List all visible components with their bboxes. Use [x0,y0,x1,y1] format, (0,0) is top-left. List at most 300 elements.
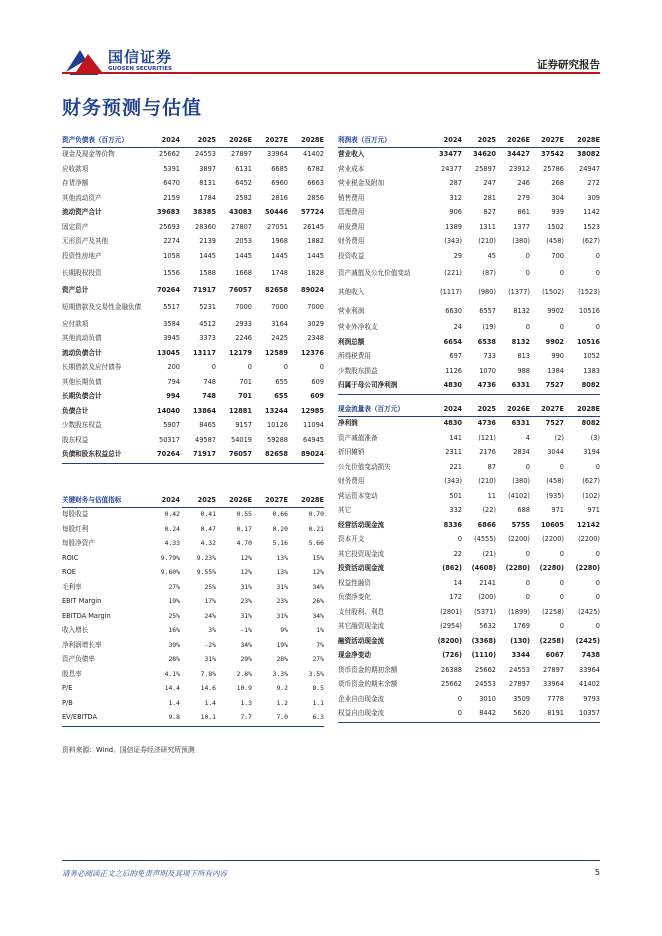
cell-value: 2246 [235,334,252,343]
row-label: 长期股权投资 [62,269,102,278]
row-label: 流动负债合计 [62,348,102,357]
cell-value: 1445 [199,251,216,260]
cell-value: 49587 [195,435,216,444]
cell-value: 172 [449,593,462,602]
cell-value: 34% [312,611,324,620]
table-row [62,682,324,697]
cell-value: 24553 [195,150,216,159]
row-label: 少数股东损益 [338,366,378,375]
cell-value: 1668 [235,269,252,278]
table-title: 利润表（百万元） [338,134,428,148]
cell-value: 0.42 [164,510,180,519]
row-label: 所得税费用 [338,352,371,361]
year-header: 2024 [144,494,180,508]
cell-value: 39683 [157,208,180,217]
table-row [62,595,324,610]
row-label: 营业收入 [338,150,365,159]
table-header-row [338,403,600,417]
cell-value: 12% [240,553,252,562]
cell-value: (380) [512,237,530,246]
cell-value: 3.5% [308,669,324,678]
cell-value: 0.21 [308,524,324,533]
row-label: 公允价值变动损失 [338,462,391,471]
cell-value: 31% [276,582,288,591]
cell-value: (200) [478,593,496,602]
cell-value: 7527 [545,419,564,428]
cell-value: 2834 [513,448,530,457]
row-label: 应付款项 [62,319,89,328]
cell-value: 279 [517,193,530,202]
cell-value: 2348 [307,334,324,343]
cell-value: 10357 [564,707,600,722]
year-header: 2024 [144,134,180,148]
cell-value: 0 [525,323,530,332]
cell-value: 16% [168,626,180,635]
cell-value: 39% [168,640,180,649]
row-label: 资产总计 [62,286,89,295]
logo-english-name: GUOSEN SECURITIES [108,66,172,72]
page-header [0,0,662,80]
cell-value: 24553 [509,665,530,674]
table-row [62,284,324,299]
cell-value: 1.4 [204,698,216,707]
cell-value: 50317 [159,435,180,444]
table-row [62,299,324,318]
cell-value: 14040 [157,406,180,415]
year-header: 2025 [462,134,496,148]
table-row [62,376,324,391]
cell-value: 5620 [496,707,530,722]
row-label: 资产负债率 [62,655,95,664]
cell-value: 15% [312,553,324,562]
cell-value: 0 [559,323,564,332]
cash_flow-grid [338,403,600,723]
cell-value: 1769 [513,622,530,631]
cell-value: 701 [238,392,252,401]
cell-value: 655 [274,392,288,401]
table-row [338,192,600,207]
cell-value: 6131 [235,164,252,173]
cell-value: 3029 [307,319,324,328]
cell-value: 76057 [229,286,252,295]
table-row [62,332,324,347]
cell-value: (4102) [508,491,530,500]
table-row [62,390,324,405]
row-label: 企业自由现金流 [338,694,385,703]
table-row [338,606,600,621]
table-row [62,318,324,333]
cell-value: 1445 [235,251,252,260]
cell-value: 7527 [530,379,564,394]
cell-value: 609 [311,377,324,386]
table-row [62,206,324,221]
cell-value: 12142 [577,520,600,529]
cell-value: 2582 [235,193,252,202]
cell-value: 13864 [193,406,216,415]
cell-value: 6.3 [288,711,324,726]
cell-value: 0 [525,251,530,260]
cell-value: 6452 [235,179,252,188]
cell-value: 200 [167,363,180,372]
cell-value: 0.70 [308,510,324,519]
cell-value: 10126 [267,421,288,430]
row-label: 股东权益 [62,435,89,444]
cell-value: 827 [483,208,496,217]
footer-disclaimer: 请务必阅读正文之后的免责声明及其项下所有内容 [62,869,227,878]
cell-value: 10.9 [236,684,252,693]
cell-value: 0.66 [272,510,288,519]
cell-value: 6067 [545,651,564,660]
year-header: 2028E [288,494,324,508]
table-row [338,548,600,563]
cell-value: 33964 [267,150,288,159]
cell-value: 332 [449,506,462,515]
year-header: 2025 [180,134,216,148]
cell-value: 0.55 [236,510,252,519]
cell-value: 12179 [229,348,252,357]
cell-value: 3584 [163,319,180,328]
row-label: 销售费用 [338,193,365,202]
cell-value: 733 [483,352,496,361]
cell-value: 0 [525,578,530,587]
cell-value: 13244 [265,406,288,415]
table-row [338,649,600,664]
row-label: 流动资产合计 [62,208,102,217]
year-header: 2027E [252,494,288,508]
row-label: 长期负债合计 [62,392,102,401]
cell-value: (5371) [474,607,496,616]
cell-value: (458) [546,237,564,246]
cell-value: (1110) [471,651,496,660]
cell-value: (2425) [578,607,600,616]
table-row [338,519,600,534]
cell-value: 0.20 [272,524,288,533]
cell-value: 14.4 [164,684,180,693]
cell-value: 9902 [547,306,564,315]
cell-value: 27897 [543,665,564,674]
cell-value: 688 [517,506,530,515]
row-label: 研发费用 [338,222,365,231]
cell-value: 6685 [271,164,288,173]
cell-value: 70264 [144,448,180,463]
row-label: 货币资金的期初余额 [338,665,398,674]
cell-value: 27% [312,655,324,664]
cell-value: 8132 [511,337,530,346]
table-row [62,624,324,639]
cell-value: 29 [453,251,462,260]
cell-value: 25897 [475,164,496,173]
cell-value: 0 [525,593,530,602]
table-row [62,537,324,552]
cell-value: 13045 [157,348,180,357]
row-label: 财务费用 [338,477,365,486]
cell-value: 10.1 [180,711,216,726]
table-row [338,664,600,679]
cell-value: 0 [428,707,462,722]
cell-value: (87) [482,268,496,277]
cell-value: 13% [276,553,288,562]
cell-value: (2200) [542,535,564,544]
cell-value: 59288 [267,435,288,444]
key_metrics-grid [62,494,324,727]
cell-value: 655 [275,377,288,386]
table-row [62,264,324,284]
cell-value: 4830 [443,419,462,428]
cell-value: 11 [487,491,496,500]
cell-value: 82658 [265,286,288,295]
cell-value: 1389 [445,222,462,231]
cell-value: 2311 [445,448,462,457]
cell-value: 990 [551,352,564,361]
cell-value: 50446 [265,208,288,217]
year-header: 2027E [530,403,564,417]
row-label: 权益性融资 [338,578,371,587]
table-title: 现金流量表（百万元） [338,403,428,417]
cell-value: (627) [582,237,600,246]
cell-value: 0 [247,363,252,372]
cell-value: 3164 [271,319,288,328]
cell-value: 609 [310,392,324,401]
row-label: 净利润增长率 [62,640,102,649]
cell-value: (21) [482,549,496,558]
cell-value: 1556 [163,269,180,278]
cell-value: 3897 [199,164,216,173]
cell-value: 5391 [163,164,180,173]
cell-value: 0.24 [164,524,180,533]
cell-value: 268 [551,179,564,188]
cell-value: 0.47 [200,524,216,533]
cell-value: (1377) [508,287,530,296]
cell-value: 0 [559,462,564,471]
cell-value: 5.16 [272,539,288,548]
table-row [338,591,600,606]
row-label: 投资活动现金流 [338,564,385,573]
year-header: 2027E [530,134,564,148]
row-label: 现金净变动 [338,651,371,660]
table-row [62,434,324,449]
cell-value: 971 [587,506,600,515]
cell-value: (458) [546,477,564,486]
cell-value: (1523) [578,287,600,296]
cell-value: 0 [559,622,564,631]
cell-value: 27807 [231,222,252,231]
data-source-note: 资料来源：Wind、国信证券经济研究所预测 [62,746,195,754]
table-header-row [62,134,324,148]
cell-value: 312 [449,193,462,202]
cell-value: 10516 [577,337,600,346]
row-label: 资产减值及公允价值变动 [338,268,411,277]
cell-value: 1383 [583,366,600,375]
table-row [338,177,600,192]
cell-value: (210) [478,477,496,486]
table-row [62,668,324,683]
cell-value: 8131 [199,179,216,188]
cell-value: 8442 [462,707,496,722]
cash-flow-table [338,403,600,723]
row-label: 利润总额 [338,337,365,346]
row-label: 货币资金的期末余额 [338,680,398,689]
cell-value: 1126 [445,366,462,375]
cell-value: 1142 [583,208,600,217]
cell-value: 9.23% [196,553,216,562]
cell-value: (2258) [542,607,564,616]
row-label: EBIT Margin [62,597,102,606]
table-row [338,163,600,178]
row-label: EV/EBITDA [62,711,144,726]
cell-value: (862) [442,564,462,573]
cell-value: 8132 [513,306,530,315]
cell-value: 4.32 [200,539,216,548]
cell-value: 304 [551,193,564,202]
cell-value: 0 [559,549,564,558]
table-row [62,148,324,163]
cell-value: 1784 [199,193,216,202]
cell-value: 0 [211,363,216,372]
table-row [338,533,600,548]
cell-value: 939 [551,208,564,217]
cell-value: 1052 [583,352,600,361]
cell-value: 1311 [479,222,496,231]
income-statement-table [338,134,600,395]
year-header: 2028E [288,134,324,148]
row-label: 营业税金及附加 [338,179,385,188]
row-label: 支付股利、利息 [338,607,385,616]
cell-value: 5517 [163,303,180,312]
cell-value: 3194 [583,448,600,457]
table-header-row [62,494,324,508]
table-row [338,302,600,321]
table-title: 关键财务与估值指标 [62,494,144,508]
cell-value: 27897 [509,680,530,689]
row-label: 无形资产及其他 [62,237,109,246]
cell-value: 4.33 [164,539,180,548]
cell-value: 0 [595,622,600,631]
cell-value: 7778 [547,694,564,703]
cell-value: 89024 [288,448,324,463]
row-label: 负债净变化 [338,593,371,602]
cell-value: 41402 [303,150,324,159]
row-label: 净利润 [338,419,358,428]
cell-value: 1502 [547,222,564,231]
cell-value: 23% [240,597,252,606]
cell-value: 2425 [271,334,288,343]
cell-value: 246 [517,179,530,188]
table-row [338,264,600,283]
table-row [62,192,324,207]
table-row [338,321,600,336]
footer-divider [62,860,600,861]
cell-value: 4 [525,433,530,442]
cell-value: 1828 [307,269,324,278]
table-row [338,235,600,250]
cell-value: 25693 [159,222,180,231]
cell-value: 1523 [583,222,600,231]
row-label: 其它 [338,506,352,515]
table-row [338,577,600,592]
cell-value: 7.0 [252,711,288,726]
cell-value: 31% [204,655,216,664]
row-label: 应收款项 [62,164,89,173]
cell-value: 25662 [441,680,462,689]
cell-value: 3344 [511,651,530,660]
row-label: ROIC [62,553,79,562]
cell-value: 25% [204,582,216,591]
cell-value: 6470 [163,179,180,188]
table-row [62,697,324,712]
row-label: 营业成本 [338,164,365,173]
cell-value: 4.70 [236,539,252,548]
cell-value: (19) [482,323,496,332]
cell-value: 6557 [479,306,496,315]
cell-value: 1882 [307,237,324,246]
cell-value: (3) [590,433,600,442]
table-row [338,432,600,447]
year-header: 2027E [252,134,288,148]
cell-value: 34427 [507,150,530,159]
row-label: 股息率 [62,669,82,678]
year-header: 2024 [428,403,462,417]
cell-value: 1.4 [168,698,180,707]
cell-value: 7000 [271,303,288,312]
cell-value: 9.8 [144,711,180,726]
row-label: 每股净资产 [62,539,95,548]
row-label: 营业利润 [338,306,365,315]
cell-value: 6866 [477,520,496,529]
cell-value: 6630 [445,306,462,315]
cell-value: 9% [280,626,288,635]
cell-value: 0 [595,593,600,602]
cell-value: 1445 [271,251,288,260]
cell-value: (3368) [471,636,496,645]
cell-value: 7000 [235,303,252,312]
row-label: 收入增长 [62,626,89,635]
cell-value: 12% [312,568,324,577]
cell-value: 0 [525,268,530,277]
table-row [338,417,600,432]
table-row [338,504,600,519]
cell-value: 0 [525,549,530,558]
table-row [62,419,324,434]
cell-value: 82658 [252,448,288,463]
page-number: 5 [594,868,600,877]
cell-value: 2274 [163,237,180,246]
row-label: 现金及现金等价物 [62,150,115,159]
cell-value: (380) [512,477,530,486]
cell-value: (102) [582,491,600,500]
cell-value: 70264 [157,286,180,295]
row-label: 毛利率 [62,582,82,591]
table-row [62,711,324,726]
row-label: 负债和股东权益总计 [62,448,144,463]
cell-value: 54019 [231,435,252,444]
row-label: 其他流动资产 [62,193,102,202]
cell-value: 24 [453,323,462,332]
cell-value: 1.2 [276,698,288,707]
cell-value: 87 [487,462,496,471]
cell-value: 19% [168,597,180,606]
cell-value: -2% [204,640,216,649]
cell-value: 8191 [530,707,564,722]
year-header: 2024 [428,134,462,148]
cell-value: 0 [525,462,530,471]
cell-value: 1588 [199,269,216,278]
row-label: 固定资产 [62,222,89,231]
table-row [62,221,324,236]
cell-value: 10605 [541,520,564,529]
row-label: 资产减值准备 [338,433,378,442]
row-label: 少数股东权益 [62,421,102,430]
row-label: 营业外净收支 [338,323,378,332]
